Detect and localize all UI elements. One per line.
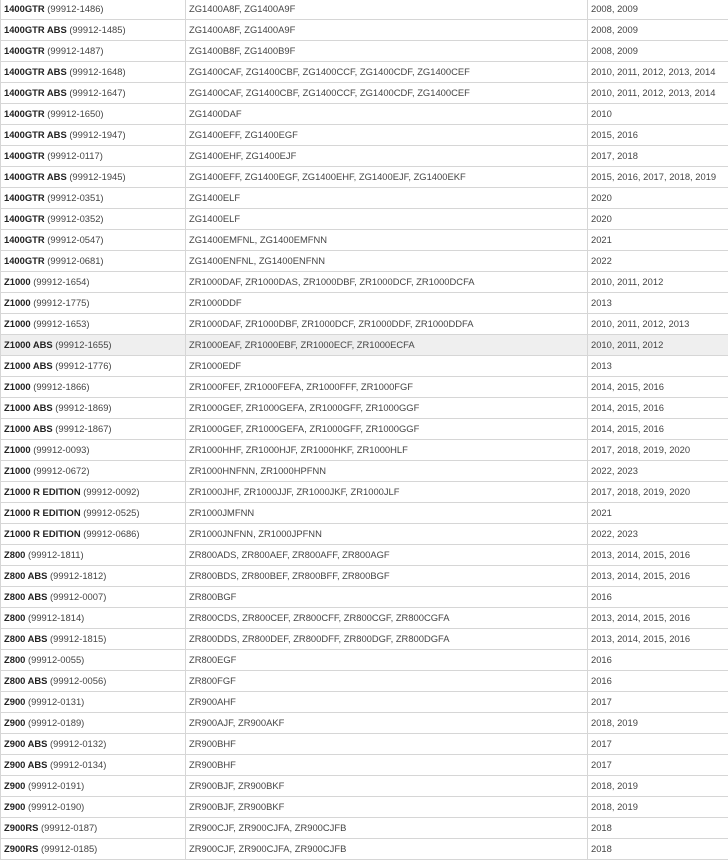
part-number: (99912-0672): [33, 465, 89, 476]
years-cell: 2020: [588, 209, 728, 230]
part-number: (99912-1867): [55, 423, 111, 434]
model-codes-cell: ZR800ADS, ZR800AEF, ZR800AFF, ZR800AGF: [186, 545, 588, 566]
table-row: [1, 482, 728, 503]
model-name: Z1000 ABS: [4, 423, 53, 434]
years-cell: 2010, 2011, 2012, 2013, 2014: [588, 62, 728, 83]
model-name: 1400GTR ABS: [4, 24, 67, 35]
part-number: (99912-0190): [28, 801, 84, 812]
model-name: 1400GTR ABS: [4, 129, 67, 140]
model-name: Z1000: [4, 465, 31, 476]
model-codes-cell: ZR1000DAF, ZR1000DBF, ZR1000DCF, ZR1000DDF, ZR1000DDFA: [186, 314, 588, 335]
years-cell: 2010: [588, 104, 728, 125]
part-number: (99912-0055): [28, 654, 84, 665]
part-number: (99912-1647): [69, 87, 125, 98]
table-row: [1, 587, 728, 608]
model-codes-cell: ZR800BGF: [186, 587, 588, 608]
years-cell: 2017, 2018, 2019, 2020: [588, 440, 728, 461]
model-codes-cell: ZR900BJF, ZR900BKF: [186, 797, 588, 818]
model-codes-cell: ZR800BDS, ZR800BEF, ZR800BFF, ZR800BGF: [186, 566, 588, 587]
model-cell: [1, 503, 186, 524]
model-name: Z800 ABS: [4, 591, 47, 602]
years-cell: 2013: [588, 356, 728, 377]
table-row: [1, 356, 728, 377]
model-codes-cell: ZG1400EFF, ZG1400EGF, ZG1400EHF, ZG1400EJF, ZG1400EKF: [186, 167, 588, 188]
table-row: [1, 377, 728, 398]
part-number: (99912-0352): [47, 213, 103, 224]
model-cell: [1, 125, 186, 146]
table-row: [1, 713, 728, 734]
model-codes-cell: ZR1000DDF: [186, 293, 588, 314]
part-number: (99912-0117): [47, 150, 103, 161]
model-cell: [1, 713, 186, 734]
part-number: (99912-1485): [69, 24, 125, 35]
model-cell: [1, 20, 186, 41]
part-number: (99912-1648): [69, 66, 125, 77]
years-cell: 2008, 2009: [588, 41, 728, 62]
model-codes-cell: ZR1000DAF, ZR1000DAS, ZR1000DBF, ZR1000DCF, ZR1000DCFA: [186, 272, 588, 293]
model-name: 1400GTR ABS: [4, 87, 67, 98]
part-number: (99912-1947): [69, 129, 125, 140]
years-cell: 2014, 2015, 2016: [588, 398, 728, 419]
part-number: (99912-0007): [50, 591, 106, 602]
model-codes-cell: ZG1400CAF, ZG1400CBF, ZG1400CCF, ZG1400CDF, ZG1400CEF: [186, 62, 588, 83]
table-row: [1, 335, 728, 356]
years-cell: 2017: [588, 755, 728, 776]
model-cell: [1, 797, 186, 818]
years-cell: 2020: [588, 188, 728, 209]
part-number: (99912-0525): [83, 507, 139, 518]
model-codes-cell: ZR800EGF: [186, 650, 588, 671]
table-row: [1, 62, 728, 83]
table-row: [1, 188, 728, 209]
part-number: (99912-1945): [69, 171, 125, 182]
model-cell: [1, 356, 186, 377]
years-cell: 2013, 2014, 2015, 2016: [588, 545, 728, 566]
model-cell: [1, 251, 186, 272]
model-cell: [1, 608, 186, 629]
model-cell: [1, 482, 186, 503]
model-cell: [1, 230, 186, 251]
years-cell: 2013: [588, 293, 728, 314]
table-row: [1, 398, 728, 419]
years-cell: 2015, 2016: [588, 125, 728, 146]
table-row: [1, 209, 728, 230]
part-number: (99912-0187): [41, 822, 97, 833]
part-number: (99912-0056): [50, 675, 106, 686]
part-number: (99912-0686): [83, 528, 139, 539]
part-number: (99912-0131): [28, 696, 84, 707]
model-cell: [1, 734, 186, 755]
years-cell: 2021: [588, 503, 728, 524]
model-name: Z800: [4, 654, 25, 665]
model-codes-cell: ZR900AJF, ZR900AKF: [186, 713, 588, 734]
model-name: Z800: [4, 549, 25, 560]
part-number: (99912-0093): [33, 444, 89, 455]
model-cell: [1, 461, 186, 482]
model-codes-cell: ZR900AHF: [186, 692, 588, 713]
years-cell: 2016: [588, 587, 728, 608]
years-cell: 2022, 2023: [588, 524, 728, 545]
model-cell: [1, 83, 186, 104]
model-name: 1400GTR: [4, 192, 45, 203]
model-name: Z1000 ABS: [4, 402, 53, 413]
table-row: [1, 461, 728, 482]
model-name: Z1000 R EDITION: [4, 528, 81, 539]
years-cell: 2010, 2011, 2012, 2013: [588, 314, 728, 335]
fitment-table-body: [1, 0, 728, 860]
part-number: (99912-1814): [28, 612, 84, 623]
model-codes-cell: ZG1400DAF: [186, 104, 588, 125]
years-cell: 2017: [588, 692, 728, 713]
years-cell: 2018: [588, 839, 728, 860]
model-name: 1400GTR ABS: [4, 171, 67, 182]
table-row: [1, 503, 728, 524]
model-codes-cell: ZG1400CAF, ZG1400CBF, ZG1400CCF, ZG1400CDF, ZG1400CEF: [186, 83, 588, 104]
model-codes-cell: ZR900CJF, ZR900CJFA, ZR900CJFB: [186, 839, 588, 860]
model-cell: [1, 650, 186, 671]
years-cell: 2018, 2019: [588, 797, 728, 818]
model-codes-cell: ZG1400B8F, ZG1400B9F: [186, 41, 588, 62]
years-cell: 2013, 2014, 2015, 2016: [588, 566, 728, 587]
model-cell: [1, 419, 186, 440]
model-codes-cell: ZG1400EMFNL, ZG1400EMFNN: [186, 230, 588, 251]
part-number: (99912-1776): [55, 360, 111, 371]
model-name: 1400GTR: [4, 150, 45, 161]
model-name: Z900: [4, 780, 25, 791]
part-number: (99912-0681): [47, 255, 103, 266]
table-row: [1, 650, 728, 671]
model-cell: [1, 167, 186, 188]
model-name: Z800: [4, 612, 25, 623]
years-cell: 2010, 2011, 2012: [588, 272, 728, 293]
model-cell: [1, 293, 186, 314]
model-codes-cell: ZR900CJF, ZR900CJFA, ZR900CJFB: [186, 818, 588, 839]
model-cell: [1, 209, 186, 230]
table-row: [1, 440, 728, 461]
model-name: Z1000 R EDITION: [4, 507, 81, 518]
model-name: Z1000 R EDITION: [4, 486, 81, 497]
model-cell: [1, 566, 186, 587]
model-cell: [1, 0, 186, 20]
model-name: Z900RS: [4, 843, 38, 854]
model-name: 1400GTR: [4, 234, 45, 245]
model-codes-cell: ZR1000JHF, ZR1000JJF, ZR1000JKF, ZR1000JLF: [186, 482, 588, 503]
years-cell: 2014, 2015, 2016: [588, 419, 728, 440]
model-cell: [1, 335, 186, 356]
years-cell: 2021: [588, 230, 728, 251]
model-codes-cell: ZR1000HNFNN, ZR1000HPFNN: [186, 461, 588, 482]
part-number: (99912-1655): [55, 339, 111, 350]
years-cell: 2022, 2023: [588, 461, 728, 482]
part-number: (99912-0189): [28, 717, 84, 728]
model-cell: [1, 818, 186, 839]
model-name: Z900 ABS: [4, 759, 47, 770]
part-number: (99912-1653): [33, 318, 89, 329]
part-number: (99912-1654): [33, 276, 89, 287]
years-cell: 2008, 2009: [588, 20, 728, 41]
model-codes-cell: ZR1000EDF: [186, 356, 588, 377]
model-name: 1400GTR ABS: [4, 66, 67, 77]
part-number: (99912-1866): [33, 381, 89, 392]
model-codes-cell: ZR1000FEF, ZR1000FEFA, ZR1000FFF, ZR1000FGF: [186, 377, 588, 398]
table-row: [1, 230, 728, 251]
model-name: Z900RS: [4, 822, 38, 833]
part-number: (99912-1487): [47, 45, 103, 56]
model-name: 1400GTR: [4, 108, 45, 119]
model-cell: [1, 314, 186, 335]
model-codes-cell: ZG1400ENFNL, ZG1400ENFNN: [186, 251, 588, 272]
model-cell: [1, 524, 186, 545]
model-cell: [1, 398, 186, 419]
part-number: (99912-1815): [50, 633, 106, 644]
years-cell: 2022: [588, 251, 728, 272]
model-codes-cell: ZR800CDS, ZR800CEF, ZR800CFF, ZR800CGF, ZR800CGFA: [186, 608, 588, 629]
model-name: Z900: [4, 801, 25, 812]
table-row: [1, 545, 728, 566]
table-row: [1, 0, 728, 20]
model-codes-cell: ZR900BHF: [186, 755, 588, 776]
model-cell: [1, 545, 186, 566]
table-row: [1, 818, 728, 839]
model-codes-cell: ZR1000JMFNN: [186, 503, 588, 524]
model-cell: [1, 839, 186, 860]
model-name: Z1000: [4, 276, 31, 287]
years-cell: 2018, 2019: [588, 776, 728, 797]
table-row: [1, 524, 728, 545]
years-cell: 2016: [588, 671, 728, 692]
model-name: Z1000 ABS: [4, 360, 53, 371]
years-cell: 2008, 2009: [588, 0, 728, 20]
years-cell: 2013, 2014, 2015, 2016: [588, 629, 728, 650]
table-row: [1, 776, 728, 797]
years-cell: 2013, 2014, 2015, 2016: [588, 608, 728, 629]
model-name: Z800 ABS: [4, 675, 47, 686]
part-number: (99912-0134): [50, 759, 106, 770]
years-cell: 2010, 2011, 2012: [588, 335, 728, 356]
table-row: [1, 251, 728, 272]
table-row: [1, 671, 728, 692]
years-cell: 2015, 2016, 2017, 2018, 2019: [588, 167, 728, 188]
part-number: (99912-0132): [50, 738, 106, 749]
model-codes-cell: ZR1000JNFNN, ZR1000JPFNN: [186, 524, 588, 545]
table-row: [1, 83, 728, 104]
model-cell: [1, 62, 186, 83]
model-name: Z900: [4, 717, 25, 728]
years-cell: 2017: [588, 734, 728, 755]
model-cell: [1, 440, 186, 461]
model-codes-cell: ZR800FGF: [186, 671, 588, 692]
model-name: Z900 ABS: [4, 738, 47, 749]
years-cell: 2016: [588, 650, 728, 671]
model-codes-cell: ZR1000HHF, ZR1000HJF, ZR1000HKF, ZR1000HLF: [186, 440, 588, 461]
model-cell: [1, 587, 186, 608]
model-cell: [1, 629, 186, 650]
model-codes-cell: ZR900BJF, ZR900BKF: [186, 776, 588, 797]
part-number: (99912-0547): [47, 234, 103, 245]
table-row: [1, 692, 728, 713]
model-codes-cell: ZG1400ELF: [186, 188, 588, 209]
years-cell: 2018, 2019: [588, 713, 728, 734]
part-number: (99912-1811): [28, 549, 84, 560]
part-number: (99912-1486): [47, 3, 103, 14]
model-cell: [1, 146, 186, 167]
table-row: [1, 755, 728, 776]
model-name: Z1000: [4, 297, 31, 308]
model-name: Z800 ABS: [4, 570, 47, 581]
model-codes-cell: ZR1000GEF, ZR1000GEFA, ZR1000GFF, ZR1000GGF: [186, 398, 588, 419]
model-codes-cell: ZR800DDS, ZR800DEF, ZR800DFF, ZR800DGF, ZR800DGFA: [186, 629, 588, 650]
part-number: (99912-0185): [41, 843, 97, 854]
table-row: [1, 293, 728, 314]
model-codes-cell: ZG1400ELF: [186, 209, 588, 230]
model-name: Z1000: [4, 381, 31, 392]
years-cell: 2017, 2018, 2019, 2020: [588, 482, 728, 503]
table-row: [1, 629, 728, 650]
model-name: Z900: [4, 696, 25, 707]
table-row: [1, 419, 728, 440]
years-cell: 2017, 2018: [588, 146, 728, 167]
part-number: (99912-0351): [47, 192, 103, 203]
model-cell: [1, 272, 186, 293]
model-codes-cell: ZR900BHF: [186, 734, 588, 755]
model-name: Z1000: [4, 444, 31, 455]
model-codes-cell: ZG1400EHF, ZG1400EJF: [186, 146, 588, 167]
model-codes-cell: ZR1000GEF, ZR1000GEFA, ZR1000GFF, ZR1000GGF: [186, 419, 588, 440]
table-row: [1, 839, 728, 860]
part-number: (99912-0092): [83, 486, 139, 497]
part-number: (99912-1869): [55, 402, 111, 413]
table-row: [1, 734, 728, 755]
table-row: [1, 608, 728, 629]
model-name: Z800 ABS: [4, 633, 47, 644]
table-row: [1, 41, 728, 62]
table-row: [1, 104, 728, 125]
model-cell: [1, 692, 186, 713]
years-cell: 2010, 2011, 2012, 2013, 2014: [588, 83, 728, 104]
model-cell: [1, 776, 186, 797]
model-name: Z1000: [4, 318, 31, 329]
model-cell: [1, 104, 186, 125]
table-row: [1, 20, 728, 41]
model-cell: [1, 377, 186, 398]
model-codes-cell: ZG1400A8F, ZG1400A9F: [186, 20, 588, 41]
part-number: (99912-1812): [50, 570, 106, 581]
years-cell: 2018: [588, 818, 728, 839]
part-number: (99912-1775): [33, 297, 89, 308]
model-codes-cell: ZG1400EFF, ZG1400EGF: [186, 125, 588, 146]
model-cell: [1, 188, 186, 209]
model-name: 1400GTR: [4, 255, 45, 266]
model-cell: [1, 755, 186, 776]
table-row: [1, 314, 728, 335]
table-row: [1, 272, 728, 293]
model-cell: [1, 671, 186, 692]
part-number: (99912-1650): [47, 108, 103, 119]
table-row: [1, 167, 728, 188]
model-cell: [1, 41, 186, 62]
part-number: (99912-0191): [28, 780, 84, 791]
model-codes-cell: ZR1000EAF, ZR1000EBF, ZR1000ECF, ZR1000ECFA: [186, 335, 588, 356]
model-name: Z1000 ABS: [4, 339, 53, 350]
model-name: 1400GTR: [4, 3, 45, 14]
table-row: [1, 566, 728, 587]
table-row: [1, 797, 728, 818]
table-row: [1, 146, 728, 167]
model-name: 1400GTR: [4, 45, 45, 56]
table-row: [1, 125, 728, 146]
years-cell: 2014, 2015, 2016: [588, 377, 728, 398]
model-name: 1400GTR: [4, 213, 45, 224]
model-codes-cell: ZG1400A8F, ZG1400A9F: [186, 0, 588, 20]
